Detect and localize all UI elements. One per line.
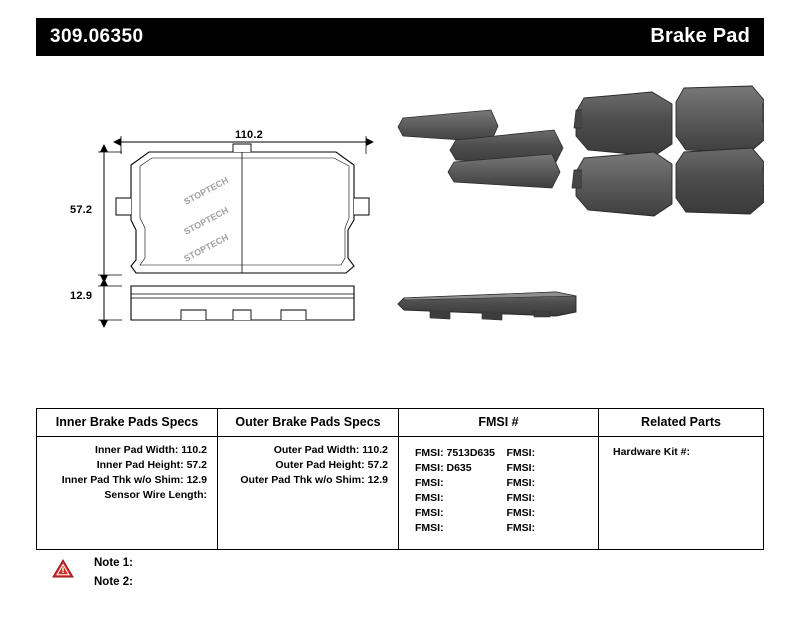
dimension-height-label: 57.2 <box>70 204 93 216</box>
spec-row <box>45 457 209 472</box>
outer-pad-height-value: 57.2 <box>367 458 388 471</box>
inner-pad-width-label: Inner Pad Width: <box>95 443 179 456</box>
inner-pad-thickness-value: 12.9 <box>186 473 207 486</box>
note-row-1 <box>52 553 352 572</box>
dimension-thickness-label: 12.9 <box>70 290 93 302</box>
fmsi-entry: FMSI: D635 <box>415 461 472 474</box>
related-parts-cell <box>599 437 763 549</box>
column-header-related-parts: Related Parts <box>641 415 721 429</box>
sensor-wire-length-label: Sensor Wire Length: <box>104 488 207 501</box>
fmsi-cell <box>399 437 599 549</box>
product-type-label: Brake Pad <box>650 25 750 47</box>
specs-table-body-row <box>37 437 763 549</box>
fmsi-entry: FMSI: <box>506 461 536 474</box>
fmsi-entry: FMSI: <box>506 446 536 459</box>
drawing-svg <box>36 70 764 390</box>
hardware-kit-label: Hardware Kit #: <box>613 446 691 458</box>
product-drawing-area <box>36 70 764 390</box>
svg-text:STOPTECH: STOPTECH <box>182 175 231 207</box>
fmsi-entry: FMSI: <box>506 476 536 489</box>
specs-table-header-row <box>37 409 763 437</box>
inner-specs-cell <box>37 437 218 549</box>
column-header-inner-specs: Inner Brake Pads Specs <box>37 409 218 436</box>
outer-specs-cell <box>218 437 399 549</box>
spec-row <box>45 442 209 457</box>
column-header-fmsi: FMSI # <box>399 409 599 436</box>
outer-pad-width-value: 110.2 <box>362 443 388 456</box>
spec-row <box>226 472 390 487</box>
fmsi-entry: FMSI: <box>415 476 444 489</box>
outer-pad-height-label: Outer Pad Height: <box>275 458 365 471</box>
dimension-width-label: 110.2 <box>235 129 263 141</box>
note-1-label: Note 1: <box>94 556 133 569</box>
column-header-outer-specs: Outer Brake Pads Specs <box>218 409 399 436</box>
fmsi-entry: FMSI: <box>415 491 444 504</box>
fmsi-entry: FMSI: <box>415 506 444 519</box>
fmsi-entry: FMSI: <box>506 506 536 519</box>
fmsi-entry: FMSI: 7513D635 <box>415 446 495 459</box>
fmsi-column-right <box>499 445 591 535</box>
fmsi-entry: FMSI: <box>506 521 536 534</box>
inner-pad-height-label: Inner Pad Height: <box>96 458 184 471</box>
inner-pad-width-value: 110.2 <box>181 443 207 456</box>
outer-pad-width-label: Outer Pad Width: <box>273 443 360 456</box>
fmsi-entry: FMSI: <box>506 491 536 504</box>
outer-pad-thickness-label: Outer Pad Thk w/o Shim: <box>240 473 365 486</box>
inner-pad-height-value: 57.2 <box>186 458 207 471</box>
inner-pad-thickness-label: Inner Pad Thk w/o Shim: <box>61 473 184 486</box>
note-row-2 <box>52 572 352 591</box>
fmsi-entry: FMSI: <box>415 521 444 534</box>
svg-text:STOPTECH: STOPTECH <box>182 232 231 264</box>
part-number: 309.06350 <box>50 26 144 47</box>
outer-pad-thickness-value: 12.9 <box>367 473 388 486</box>
note-2-label: Note 2: <box>94 575 133 588</box>
svg-text:STOPTECH: STOPTECH <box>182 205 231 237</box>
spec-row <box>45 472 209 487</box>
warning-icon <box>52 559 74 578</box>
specs-table <box>36 408 764 550</box>
spec-row <box>226 457 390 472</box>
spec-row <box>45 487 209 502</box>
spec-row <box>226 442 390 457</box>
fmsi-column-left <box>407 445 499 535</box>
title-bar <box>36 18 764 56</box>
notes-section <box>52 553 352 591</box>
